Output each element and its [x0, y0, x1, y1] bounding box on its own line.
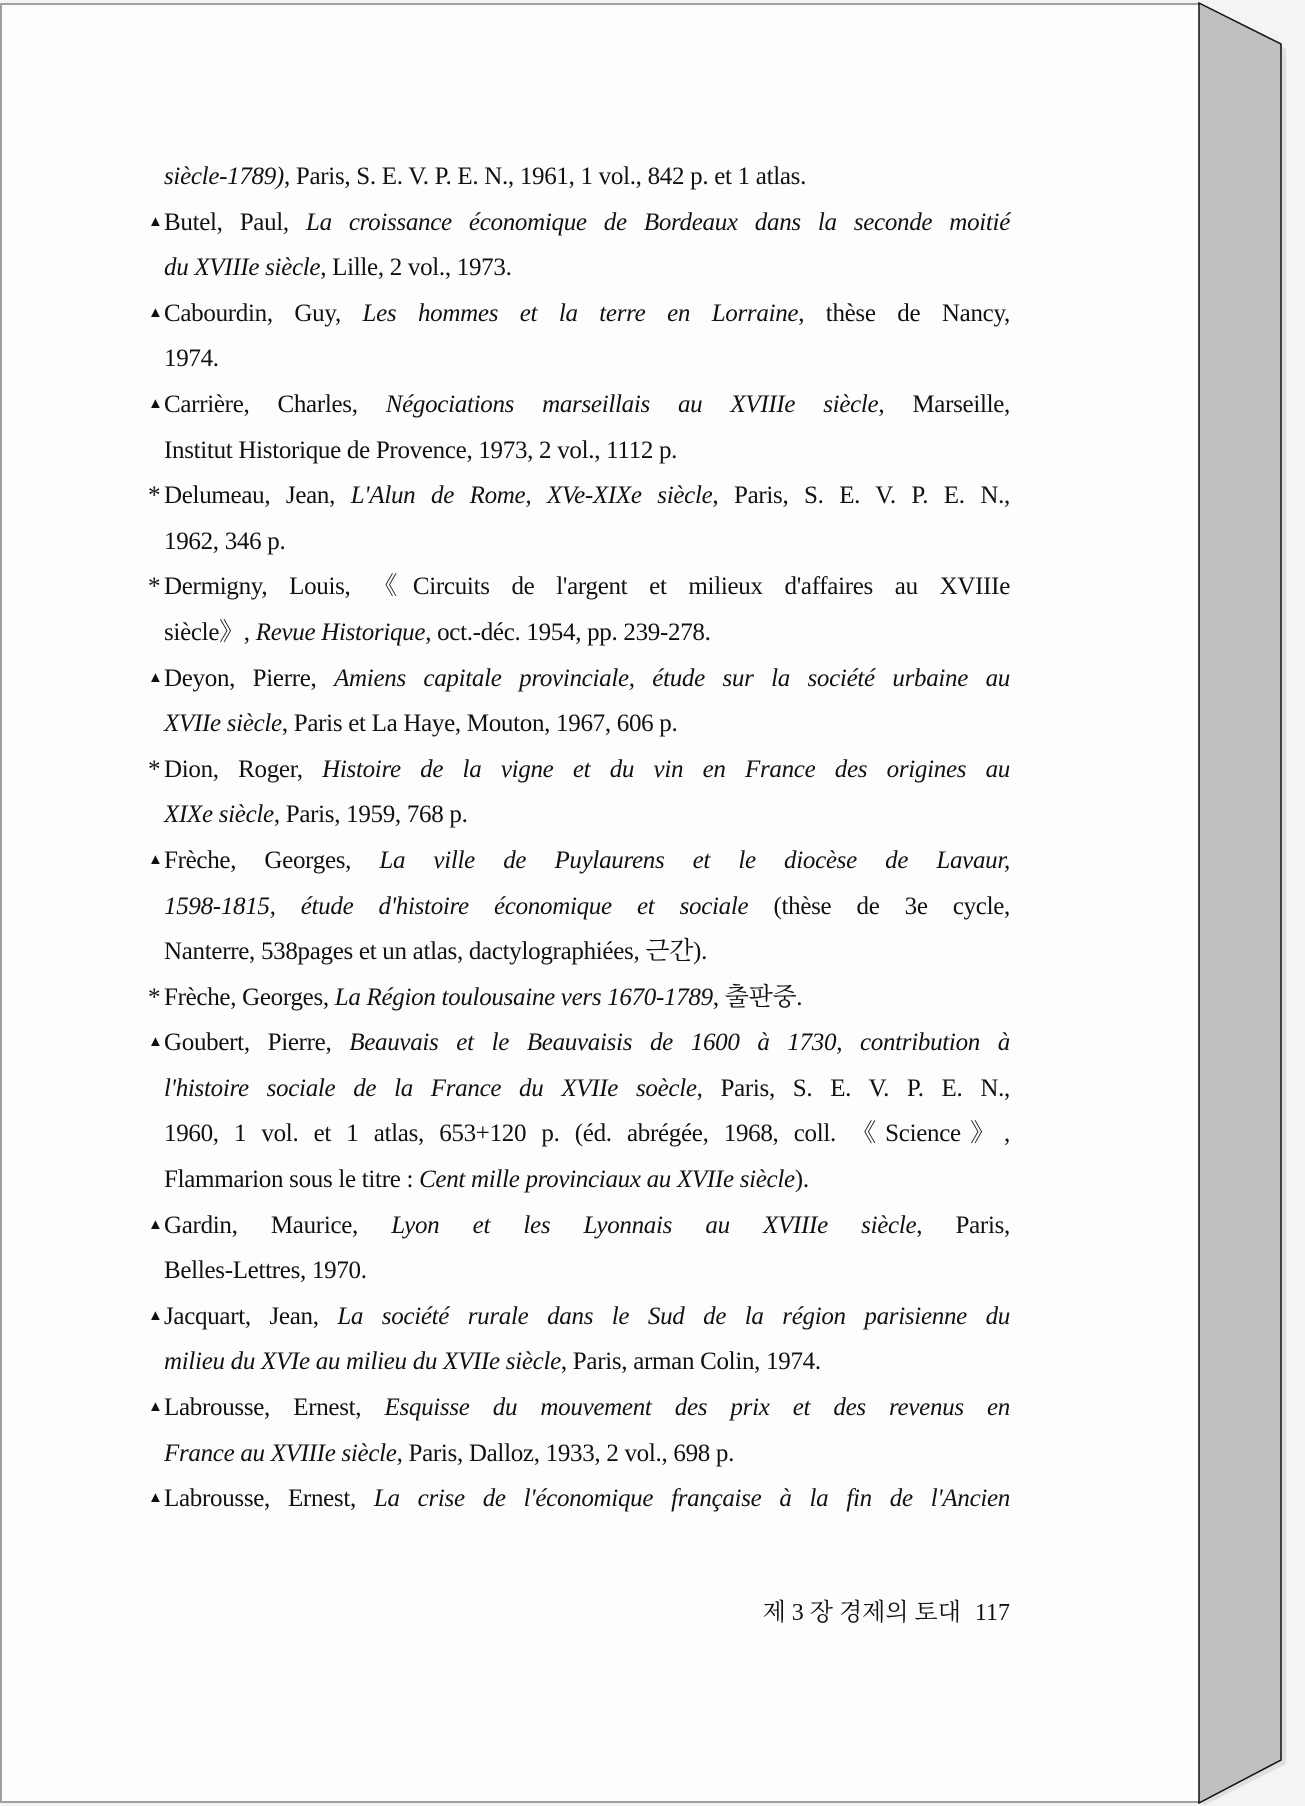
bibliography-line — [148, 884, 1010, 930]
bibliography-line — [148, 792, 1010, 838]
bibliography-line — [148, 154, 1010, 200]
citation-text: , Paris, S. E. V. P. E. N., — [696, 1074, 1010, 1102]
title-text: Cent mille provinciaux au XVIIe siècle — [419, 1166, 795, 1194]
citation-text: Dion, Roger, — [164, 755, 323, 783]
triangle-bullet-icon: ▲ — [148, 1399, 163, 1416]
title-text: Revue Historique — [255, 618, 426, 646]
citation-text: Dermigny, Louis, 《Circuits de l'argent et milieux d'affaires au XVIIIe — [164, 573, 1010, 601]
bibliography-line — [148, 1248, 1010, 1294]
citation-text: ). — [794, 1166, 809, 1194]
citation-text: , Paris, — [916, 1211, 1010, 1239]
citation-text: , oct.-déc. 1954, pp. 239-278. — [425, 618, 711, 646]
page-side — [1199, 3, 1281, 1803]
triangle-bullet-icon: ▲ — [148, 1034, 163, 1051]
citation-text: Labrousse, Ernest, — [164, 1485, 374, 1513]
title-text: La société rurale dans le Sud de la région parisienne du — [337, 1302, 1010, 1330]
bibliography-line — [148, 1294, 1010, 1340]
title-text: Négociations marseillais au XVIIIe siècle — [385, 390, 879, 418]
bibliography-line — [148, 838, 1010, 884]
citation-text: Institut Historique de Provence, 1973, 2 vol., 1112 p. — [164, 436, 678, 464]
citation-text: , Paris, S. E. V. P. E. N., 1961, 1 vol., 842 p. et 1 atlas. — [283, 163, 807, 190]
bibliography-line — [148, 1020, 1010, 1066]
citation-text: Gardin, Maurice, — [164, 1211, 392, 1239]
title-text: Amiens capitale provinciale, étude sur la société urbaine au — [334, 664, 1011, 692]
citation-text: , Marseille, — [878, 390, 1011, 418]
bibliography-line — [148, 473, 1010, 519]
bibliography-list — [148, 154, 1010, 1522]
title-text: La crise de l'économique française à la fin de l'Ancien — [373, 1485, 1011, 1513]
bibliography-line — [148, 1339, 1010, 1385]
page-number: 117 — [974, 1600, 1010, 1626]
citation-text: 1962, 346 p. — [164, 527, 286, 555]
bibliography-line — [148, 519, 1010, 565]
bibliography-line — [148, 975, 1010, 1021]
citation-text: Flammarion sous le titre : — [164, 1166, 420, 1194]
bibliography-line — [148, 1203, 1010, 1249]
title-text: XVIIe siècle — [164, 710, 282, 738]
citation-text: , Paris, Dalloz, 1933, 2 vol., 698 p. — [396, 1439, 735, 1467]
bibliography-line — [148, 382, 1010, 428]
citation-text: , Paris et La Haye, Mouton, 1967, 606 p. — [281, 710, 678, 738]
title-text: 1598-1815, étude d'histoire économique et sociale — [164, 892, 749, 920]
citation-text: Cabourdin, Guy, — [164, 299, 363, 327]
citation-text: (thèse de 3e cycle, — [748, 892, 1010, 920]
title-text: France au XVIIIe siècle — [164, 1439, 397, 1467]
citation-text: , Lille, 2 vol., 1973. — [320, 254, 512, 282]
citation-text: Goubert, Pierre, — [164, 1029, 350, 1057]
title-text: Histoire de la vigne et du vin en France des origines au — [322, 755, 1010, 783]
bibliography-line — [148, 336, 1010, 382]
page-footer — [763, 1595, 1010, 1631]
asterisk-bullet-icon: * — [148, 573, 161, 601]
citation-text: Jacquart, Jean, — [164, 1302, 338, 1330]
asterisk-bullet-icon: * — [148, 983, 161, 1011]
citation-text: Frèche, Georges, — [164, 983, 335, 1011]
triangle-bullet-icon: ▲ — [148, 1307, 163, 1324]
bibliography-line — [148, 1385, 1010, 1431]
asterisk-bullet-icon: * — [148, 482, 161, 510]
title-text: du XVIIIe siècle — [164, 254, 321, 282]
title-text: La Région toulousaine vers 1670-1789 — [334, 983, 713, 1011]
bibliography-line — [148, 747, 1010, 793]
bibliography-line — [148, 701, 1010, 747]
citation-text: 1974. — [164, 345, 219, 373]
asterisk-bullet-icon: * — [148, 755, 161, 783]
title-text: Beauvais et le Beauvaisis de 1600 à 1730, contribution à — [349, 1029, 1010, 1057]
bibliography-line — [148, 1157, 1010, 1203]
triangle-bullet-icon: ▲ — [148, 1490, 163, 1507]
title-text: L'Alun de Rome, XVe-XIXe siècle — [350, 482, 713, 510]
title-text: La ville de Puylaurens et le diocèse de Lavaur, — [379, 846, 1010, 874]
citation-text: , Paris, S. E. V. P. E. N., — [712, 482, 1010, 510]
title-text: siècle-1789) — [164, 163, 284, 190]
citation-text: siècle》, — [164, 618, 256, 646]
citation-text: Labrousse, Ernest, — [164, 1394, 385, 1422]
bibliography-line — [148, 1111, 1010, 1157]
triangle-bullet-icon: ▲ — [148, 213, 163, 230]
bibliography-line — [148, 610, 1010, 656]
title-text: Esquisse du mouvement des prix et des revenus en — [384, 1394, 1010, 1422]
citation-text: , thèse de Nancy, — [798, 299, 1010, 327]
bibliography-line — [148, 245, 1010, 291]
citation-text: Nanterre, 538pages et un atlas, dactylographiées, 근간). — [164, 938, 708, 966]
bibliography-line — [148, 1066, 1010, 1112]
citation-text: Frèche, Georges, — [164, 846, 380, 874]
bibliography-line — [148, 929, 1010, 975]
citation-text: , 출판중. — [712, 983, 803, 1011]
citation-text: , Paris, arman Colin, 1974. — [560, 1348, 821, 1376]
running-footer-chapter: 제 3 장 경제의 토대 — [762, 1600, 961, 1626]
title-text: XIXe siècle — [164, 801, 274, 829]
title-text: Lyon et les Lyonnais au XVIIIe siècle — [391, 1211, 917, 1239]
title-text: Les hommes et la terre en Lorraine — [362, 299, 799, 327]
bibliography-line — [148, 200, 1010, 246]
bibliography-line — [148, 656, 1010, 702]
title-text: l'histoire sociale de la France du XVIIe soècle — [164, 1074, 697, 1102]
citation-text: Delumeau, Jean, — [164, 482, 351, 510]
bibliography-line — [148, 291, 1010, 337]
triangle-bullet-icon: ▲ — [148, 395, 163, 412]
citation-text: 1960, 1 vol. et 1 atlas, 653+120 p. (éd. abrégée, 1968, coll. 《Science》, — [164, 1120, 1010, 1148]
bibliography-line — [148, 564, 1010, 610]
citation-text: Butel, Paul, — [164, 208, 306, 236]
title-text: La croissance économique de Bordeaux dans la seconde moitié — [305, 208, 1010, 236]
citation-text: Carrière, Charles, — [164, 390, 386, 418]
citation-text: Deyon, Pierre, — [164, 664, 335, 692]
bibliography-line — [148, 428, 1010, 474]
bibliography-line — [148, 1476, 1010, 1522]
triangle-bullet-icon: ▲ — [148, 669, 163, 686]
citation-text: , Paris, 1959, 768 p. — [273, 801, 468, 829]
triangle-bullet-icon: ▲ — [148, 304, 163, 321]
triangle-bullet-icon: ▲ — [148, 851, 163, 868]
title-text: milieu du XVIe au milieu du XVIIe siècle — [164, 1348, 561, 1376]
citation-text: Belles-Lettres, 1970. — [164, 1257, 367, 1285]
bibliography-line — [148, 1431, 1010, 1477]
triangle-bullet-icon: ▲ — [148, 1216, 163, 1233]
